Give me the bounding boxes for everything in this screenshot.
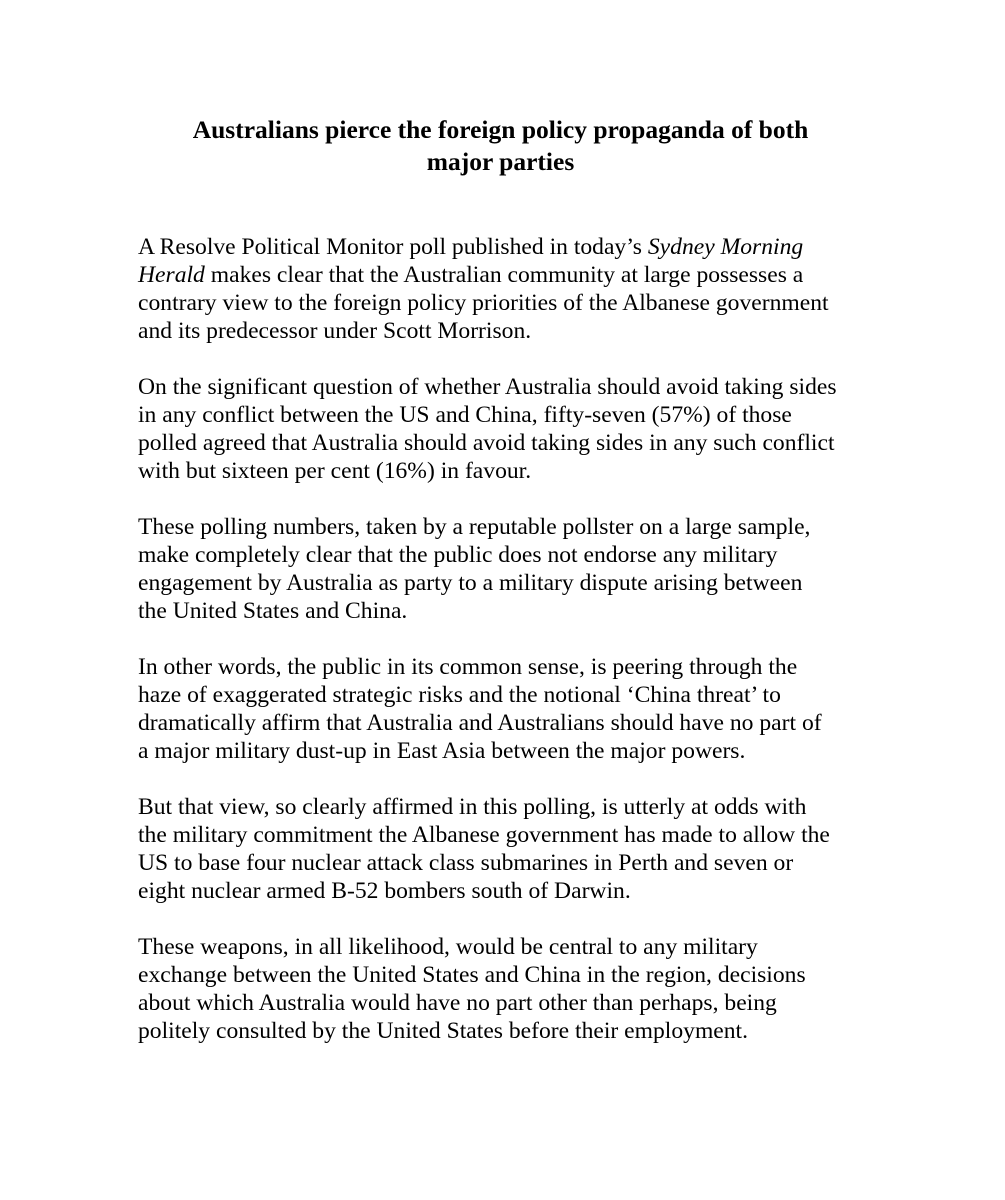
paragraph-polling-numbers	[138, 513, 878, 625]
document-body	[138, 233, 878, 1073]
paragraph-line: with but sixteen per cent (16%) in favour.	[138, 458, 532, 484]
paragraph-line: These weapons, in all likelihood, would be central to any military	[138, 934, 758, 960]
publication-name: Herald	[138, 262, 205, 288]
paragraph-line: In other words, the public in its common sense, is peering through the	[138, 654, 798, 680]
paragraph-military-commitment	[138, 793, 878, 905]
paragraph-line: dramatically affirm that Australia and Australians should have no part of	[138, 710, 822, 736]
text-run: A Resolve Political Monitor poll published in today’s	[138, 234, 648, 260]
paragraph-line: eight nuclear armed B-52 bombers south of Darwin.	[138, 878, 631, 904]
paragraph-weapons	[138, 933, 878, 1045]
paragraph-line: and its predecessor under Scott Morrison.	[138, 318, 532, 344]
paragraph-line: On the significant question of whether Australia should avoid taking sides	[138, 374, 837, 400]
paragraph-intro	[138, 233, 878, 345]
paragraph-line: in any conflict between the US and China, fifty-seven (57%) of those	[138, 402, 792, 428]
paragraph-line: exchange between the United States and China in the region, decisions	[138, 962, 806, 988]
paragraph-line: politely consulted by the United States before their employment.	[138, 1018, 749, 1044]
paragraph-line: engagement by Australia as party to a military dispute arising between	[138, 570, 803, 596]
paragraph-line: These polling numbers, taken by a reputable pollster on a large sample,	[138, 514, 811, 540]
paragraph-line: about which Australia would have no part other than perhaps, being	[138, 990, 777, 1016]
paragraph-line: the military commitment the Albanese government has made to allow the	[138, 822, 830, 848]
paragraph-line: US to base four nuclear attack class submarines in Perth and seven or	[138, 850, 794, 876]
paragraph-line: the United States and China.	[138, 598, 408, 624]
publication-name: Sydney Morning	[647, 234, 804, 260]
paragraph-line: contrary view to the foreign policy priorities of the Albanese government	[138, 290, 829, 316]
paragraph-line: haze of exaggerated strategic risks and the notional ‘China threat’ to	[138, 682, 781, 708]
paragraph-line: polled agreed that Australia should avoid taking sides in any such conflict	[138, 430, 835, 456]
title-line: major parties	[426, 147, 575, 176]
text-run: makes clear that the Australian community at large possesses a	[204, 262, 804, 288]
paragraph-line: a major military dust-up in East Asia between the major powers.	[138, 738, 746, 764]
paragraph-line: make completely clear that the public does not endorse any military	[138, 542, 778, 568]
paragraph-line	[138, 261, 878, 289]
paragraph-line	[138, 233, 878, 261]
title-line: Australians pierce the foreign policy propaganda of both	[192, 115, 809, 144]
paragraph-poll-result	[138, 373, 878, 485]
paragraph-line: But that view, so clearly affirmed in this polling, is utterly at odds with	[138, 794, 807, 820]
paragraph-other-words	[138, 653, 878, 765]
document-title	[137, 114, 864, 178]
